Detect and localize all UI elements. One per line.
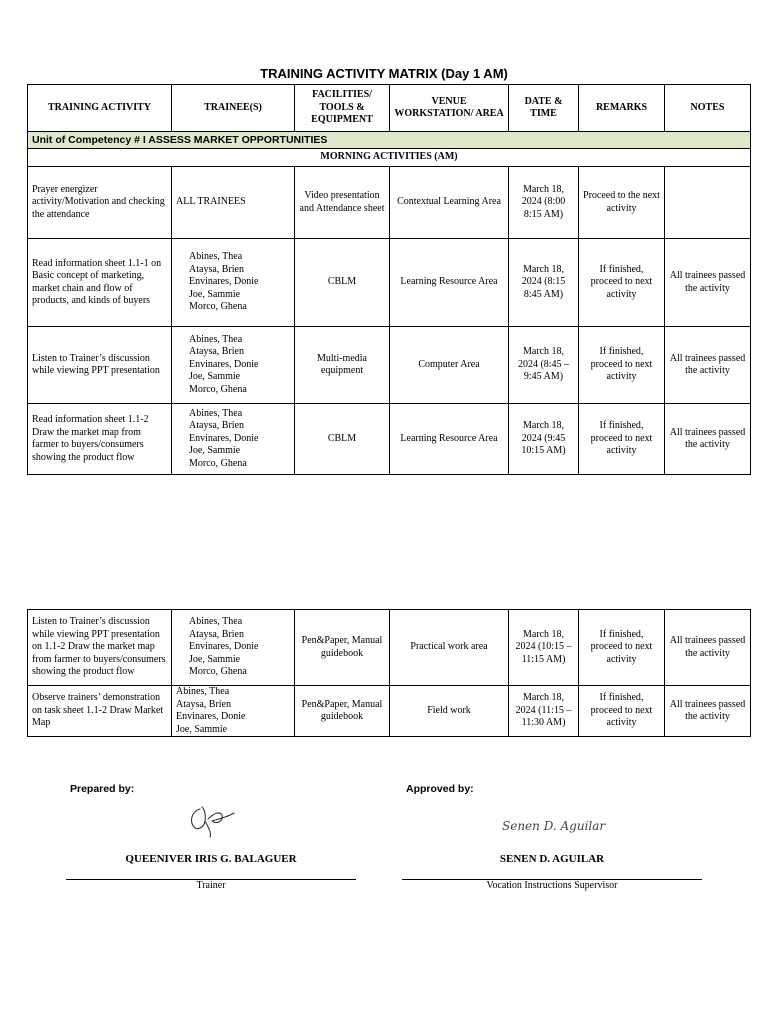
trainee-name: Ataysa, Brien xyxy=(189,346,244,358)
header-trainees: TRAINEE(S) xyxy=(172,85,295,132)
trainee-name: Ataysa, Brien xyxy=(176,698,231,710)
facilities-cell: Multi-media equipment xyxy=(295,327,390,404)
section-row xyxy=(28,149,751,167)
svg-text:Senen D. Aguilar: Senen D. Aguilar xyxy=(502,819,606,833)
trainee-name: Joe, Sammie xyxy=(176,723,228,735)
facilities-cell: CBLM xyxy=(295,239,390,327)
facilities-cell: Pen&Paper, Manual guidebook xyxy=(295,686,390,737)
trainees-cell xyxy=(172,167,295,239)
notes-cell: All trainees passed the activity xyxy=(665,404,751,475)
date-time-cell: March 18, 2024 (8:45 – 9:45 AM) xyxy=(509,327,579,404)
trainee-name: Abines, Thea xyxy=(189,333,243,345)
notes-cell: All trainees passed the activity xyxy=(665,239,751,327)
trainee-name: Morco, Ghena xyxy=(189,301,247,313)
date-time-cell: March 18, 2024 (9:45 10:15 AM) xyxy=(509,404,579,475)
header-remarks: REMARKS xyxy=(579,85,665,132)
table-row xyxy=(28,327,751,404)
trainee-name: Abines, Thea xyxy=(176,686,230,697)
remarks-cell: If finished, proceed to next activity xyxy=(579,239,665,327)
notes-cell: All trainees passed the activity xyxy=(665,686,751,737)
trainee-name: Morco, Ghena xyxy=(189,383,247,395)
section-heading: MORNING ACTIVITIES (AM) xyxy=(28,149,751,167)
trainee-name: Envinares, Donie xyxy=(189,276,259,288)
prepared-signature xyxy=(186,803,238,839)
notes-cell: All trainees passed the activity xyxy=(665,327,751,404)
venue-cell: Field work xyxy=(390,686,509,737)
trainee-name: Joe, Sammie xyxy=(189,653,241,665)
trainees-cell xyxy=(172,327,295,404)
venue-cell: Computer Area xyxy=(390,327,509,404)
trainee-name: Morco, Ghena xyxy=(189,666,247,678)
activity-cell: Read information sheet 1.1-1 on Basic concept of marketing, market chain and flow of products, and kinds of buyers xyxy=(28,239,172,327)
trainees-cell xyxy=(172,239,295,327)
activity-cell: Read information sheet 1.1-2 Draw the market map from farmer to buyers/consumers showing the product flow xyxy=(28,404,172,475)
venue-cell: Contextual Learning Area xyxy=(390,167,509,239)
table-row xyxy=(28,404,751,475)
approver-role: Vocation Instructions Supervisor xyxy=(486,880,618,891)
facilities-cell: Video presentation and Attendance sheet xyxy=(295,167,390,239)
approver-name: SENEN D. AGUILAR xyxy=(499,853,605,865)
trainee-name: Joe, Sammie xyxy=(189,288,241,300)
prepared-by-label: Prepared by: xyxy=(70,783,135,795)
venue-cell: Learning Resource Area xyxy=(390,404,509,475)
remarks-cell: Proceed to the next activity xyxy=(579,167,665,239)
header-date-time: DATE & TIME xyxy=(509,85,579,132)
remarks-cell: If finished, proceed to next activity xyxy=(579,686,665,737)
venue-cell: Practical work area xyxy=(390,610,509,686)
remarks-cell: If finished, proceed to next activity xyxy=(579,404,665,475)
trainee-name: Ataysa, Brien xyxy=(189,420,244,432)
preparer-role: Trainer xyxy=(196,880,226,891)
trainee-name: ALL TRAINEES xyxy=(176,196,246,208)
unit-of-competency: Unit of Competency # I ASSESS MARKET OPPORTUNITIES xyxy=(28,132,751,149)
header-training-activity: TRAINING ACTIVITY xyxy=(28,85,172,132)
notes-cell: All trainees passed the activity xyxy=(665,610,751,686)
trainee-name: Joe, Sammie xyxy=(189,371,241,383)
trainees-cell xyxy=(172,404,295,475)
activity-cell: Listen to Trainer’s discussion while viewing PPT presentation xyxy=(28,327,172,404)
trainees-cell xyxy=(172,686,295,737)
trainee-name: Morco, Ghena xyxy=(189,457,247,469)
trainee-name: Envinares, Donie xyxy=(189,641,259,653)
facilities-cell: Pen&Paper, Manual guidebook xyxy=(295,610,390,686)
venue-cell: Learning Resource Area xyxy=(390,239,509,327)
activity-cell: Prayer energizer activity/Motivation and checking the attendance xyxy=(28,167,172,239)
trainee-name: Abines, Thea xyxy=(189,407,243,419)
activity-cell: Observe trainers’ demonstration on task sheet 1.1-2 Draw Market Map xyxy=(28,686,172,737)
table-header-row xyxy=(28,85,751,132)
remarks-cell: If finished, proceed to next activity xyxy=(579,610,665,686)
date-time-cell: March 18, 2024 (8:00 8:15 AM) xyxy=(509,167,579,239)
date-time-cell: March 18, 2024 (11:15 – 11:30 AM) xyxy=(509,686,579,737)
date-time-cell: March 18, 2024 (8:15 8:45 AM) xyxy=(509,239,579,327)
header-venue: VENUE WORKSTATION/ AREA xyxy=(390,85,509,132)
activity-matrix-table-continued xyxy=(27,609,751,737)
date-time-cell: March 18, 2024 (10:15 – 11:15 AM) xyxy=(509,610,579,686)
approver-signature xyxy=(498,812,608,838)
trainee-name: Envinares, Donie xyxy=(189,358,259,370)
header-notes: NOTES xyxy=(665,85,751,132)
trainee-name: Envinares, Donie xyxy=(176,711,246,722)
trainee-name: Ataysa, Brien xyxy=(189,263,244,275)
table-row xyxy=(28,167,751,239)
trainee-name: Envinares, Donie xyxy=(189,432,259,444)
remarks-cell: If finished, proceed to next activity xyxy=(579,327,665,404)
trainees-cell xyxy=(172,610,295,686)
trainee-name: Abines, Thea xyxy=(189,616,243,628)
facilities-cell: CBLM xyxy=(295,404,390,475)
trainee-name: Joe, Sammie xyxy=(189,445,241,457)
table-row xyxy=(28,686,751,737)
preparer-name: QUEENIVER IRIS G. BALAGUER xyxy=(125,853,297,865)
trainee-name: Abines, Thea xyxy=(189,251,243,263)
table-row xyxy=(28,239,751,327)
activity-cell: Listen to Trainer’s discussion while viewing PPT presentation on 1.1-2 Draw the market map from farmer to buyers/consumers showing the product flow xyxy=(28,610,172,686)
unit-of-competency-row xyxy=(28,132,751,149)
activity-matrix-table xyxy=(27,84,751,475)
notes-cell xyxy=(665,167,751,239)
table-row xyxy=(28,610,751,686)
approved-by-label: Approved by: xyxy=(406,783,474,795)
trainee-name: Ataysa, Brien xyxy=(189,628,244,640)
document-title: TRAINING ACTIVITY MATRIX (Day 1 AM) xyxy=(260,66,508,81)
header-facilities: FACILITIES/ TOOLS & EQUIPMENT xyxy=(295,85,390,132)
